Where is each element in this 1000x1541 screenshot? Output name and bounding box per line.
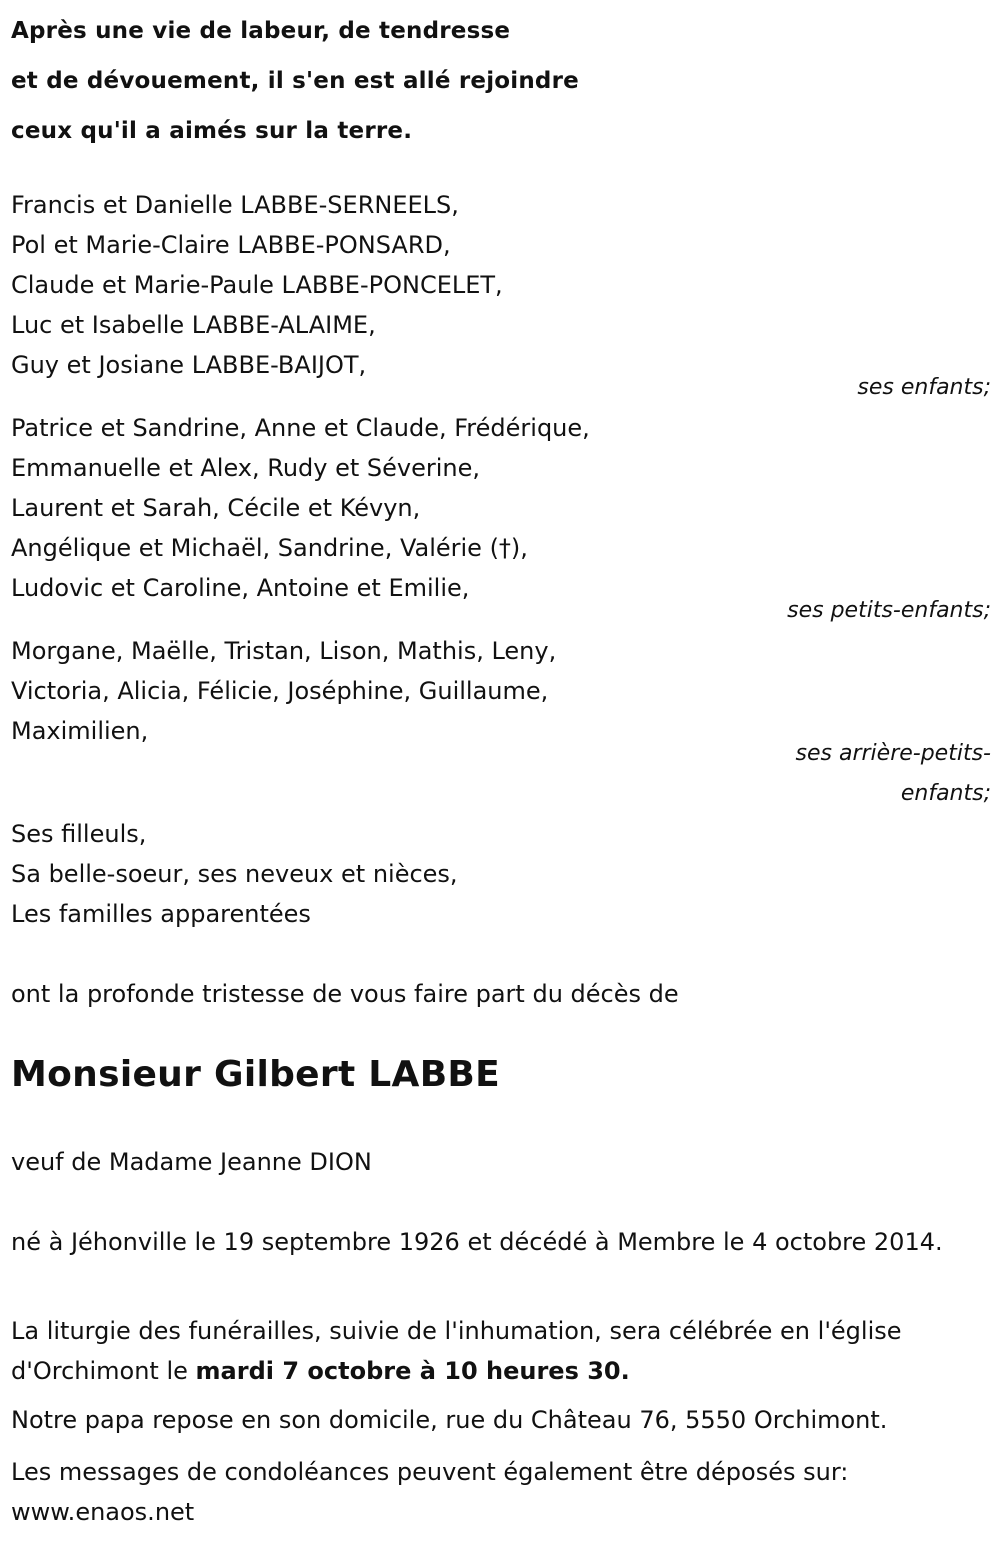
family-line: Sa belle-soeur, ses neveux et nièces, [11,860,458,888]
announcement-text: ont la profonde tristesse de vous faire part du décès de [11,980,679,1008]
intro-line: ceux qu'il a aimés sur la terre. [11,118,413,144]
intro-text [11,6,579,156]
family-line: Les familles apparentées [11,900,311,928]
grandchildren-list [11,408,590,608]
family-line: Ses filleuls, [11,820,147,848]
widower-of: veuf de Madame Jeanne DION [11,1148,372,1176]
funeral-details [11,1311,986,1391]
children-list [11,185,503,385]
family-line: Claude et Marie-Paule LABBE-PONCELET, [11,271,503,299]
family-line: Victoria, Alicia, Félicie, Joséphine, Guillaume, [11,677,549,705]
relation-children: ses enfants; [857,375,991,400]
family-line: Ludovic et Caroline, Antoine et Emilie, [11,574,470,602]
family-line: Angélique et Michaël, Sandrine, Valérie (†), [11,534,528,562]
relation-grandchildren: ses petits-enfants; [787,598,991,623]
deceased-name: Monsieur Gilbert LABBE [11,1054,501,1095]
condolences-text: Les messages de condoléances peuvent également être déposés sur: [11,1458,849,1486]
condolences [11,1452,986,1532]
family-line: Pol et Marie-Claire LABBE-PONSARD, [11,231,451,259]
family-line: Luc et Isabelle LABBE-ALAIME, [11,311,376,339]
funeral-text: La liturgie des funérailles, suivie de l'inhumation, sera célébrée en l'église d'Orchimont le [11,1317,902,1385]
family-line: Morgane, Maëlle, Tristan, Lison, Mathis, Leny, [11,637,557,665]
family-line: Patrice et Sandrine, Anne et Claude, Frédérique, [11,414,590,442]
rest-place-text: Notre papa repose en son domicile, rue du Château 76, 5550 Orchimont. [11,1406,888,1434]
condolences-link[interactable]: www.enaos.net [11,1498,195,1526]
family-line: Laurent et Sarah, Cécile et Kévyn, [11,494,421,522]
family-line: Maximilien, [11,717,149,745]
relation-great-grandchildren: ses arrière-petits- enfants; [795,741,991,806]
other-relatives-list [11,814,458,934]
great-grandchildren-list [11,631,556,751]
family-line: Guy et Josiane LABBE-BAIJOT, [11,351,367,379]
birth-death-text: né à Jéhonville le 19 septembre 1926 et décédé à Membre le 4 octobre 2014. [11,1228,943,1256]
funeral-datetime: mardi 7 octobre à 10 heures 30. [195,1357,630,1385]
family-line: Francis et Danielle LABBE-SERNEELS, [11,191,459,219]
intro-line: et de dévouement, il s'en est allé rejoindre [11,68,579,94]
family-line: Emmanuelle et Alex, Rudy et Séverine, [11,454,481,482]
intro-line: Après une vie de labeur, de tendresse [11,18,511,44]
